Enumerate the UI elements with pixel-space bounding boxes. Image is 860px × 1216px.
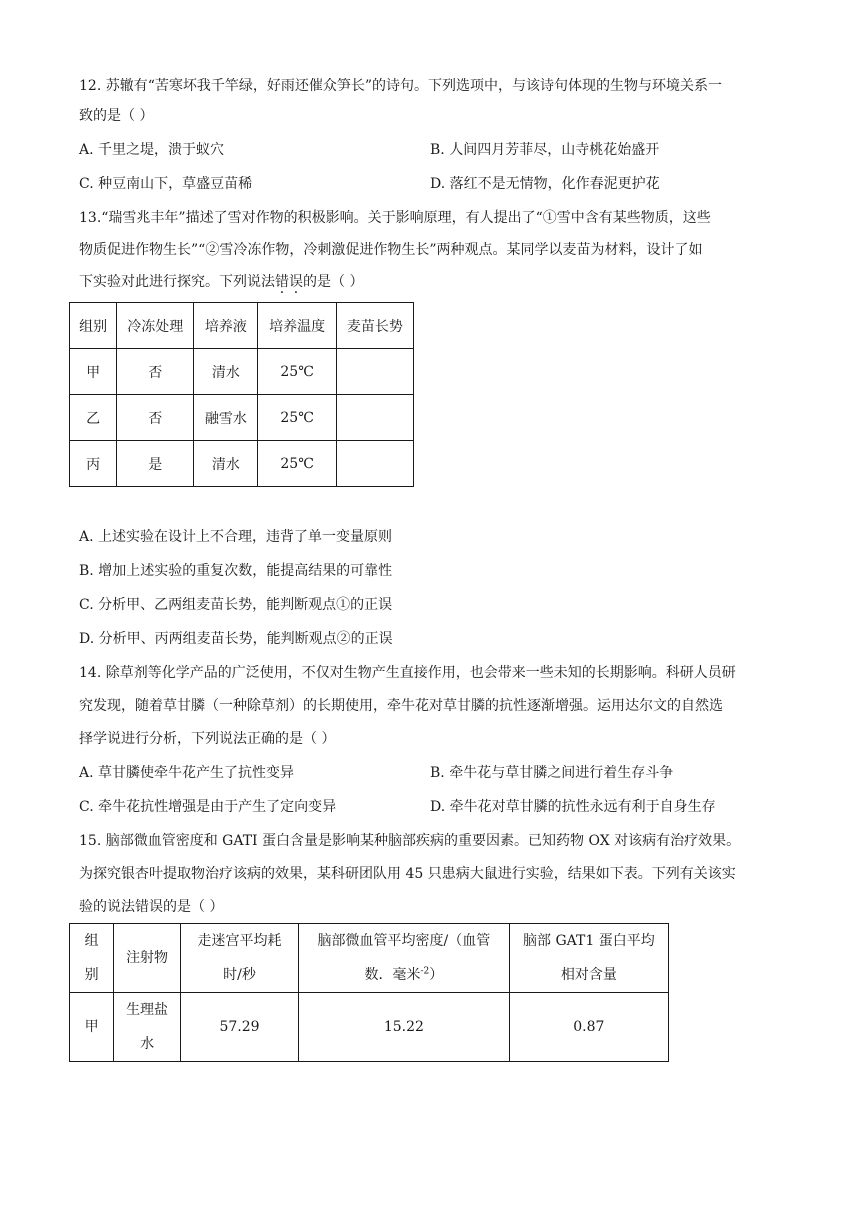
q13-table <box>69 302 414 487</box>
table-cell <box>336 395 413 441</box>
table-cell: 15.22 <box>299 993 510 1062</box>
q15-table <box>69 923 669 1062</box>
q13-option-b: B. 增加上述实验的重复次数，能提高结果的可靠性 <box>79 563 393 579</box>
table-cell-text: 水 <box>140 1036 155 1052</box>
q13-stem-line2: 物质促进作物生长”“②雪冷冻作物，冷刺激促进作物生长”两种观点。某同学以麦苗为材料，设计了如 <box>79 242 703 258</box>
table-row <box>70 441 414 487</box>
table-cell <box>336 349 413 395</box>
table-header-text: 别 <box>84 967 99 983</box>
q14-option-d: D. 牵牛花对草甘膦的抗性永远有利于自身生存 <box>430 799 716 815</box>
q15-stem-line1: 15. 脑部微血管密度和 GATI 蛋白含量是影响某种脑部疾病的重要因素。已知药物 OX 对该病有治疗效果。 <box>79 833 741 849</box>
table-cell: 融雪水 <box>194 395 258 441</box>
superscript: -2 <box>420 966 430 977</box>
table-header: 培养温度 <box>258 303 336 349</box>
q13-stem-line1: 13.“瑞雪兆丰年”描述了雪对作物的积极影响。关于影响原理，有人提出了“①雪中含有某些物质，这些 <box>79 210 711 226</box>
table-header: 麦苗长势 <box>336 303 413 349</box>
table-header-text: 组 <box>84 933 99 949</box>
q12-option-b: B. 人间四月芳菲尽，山寺桃花始盛开 <box>430 142 660 158</box>
table-cell-text: 生理盐 <box>126 1002 169 1018</box>
q12-option-d: D. 落红不是无情物，化作春泥更护花 <box>430 176 660 192</box>
table-cell: 清水 <box>194 441 258 487</box>
q12-option-c: C. 种豆南山下，草盛豆苗稀 <box>79 176 253 192</box>
table-cell: 丙 <box>70 441 117 487</box>
emphasis-char: 误 <box>289 274 303 290</box>
table-cell: 清水 <box>194 349 258 395</box>
table-header-text: 脑部微血管平均密度/（血管 <box>317 933 491 949</box>
q12-stem-line1: 12. 苏辙有“苦寒坏我千竿绿，好雨还催众笋长”的诗句。下列选项中，与该诗句体现的生物与环境关系一 <box>79 78 723 94</box>
q12-option-a: A. 千里之堤，溃于蚁穴 <box>79 142 225 158</box>
table-cell: 25℃ <box>258 441 336 487</box>
q13-option-c: C. 分析甲、乙两组麦苗长势，能判断观点①的正误 <box>79 597 393 613</box>
table-cell: 甲 <box>70 993 114 1062</box>
table-cell: 否 <box>117 395 194 441</box>
table-cell <box>114 993 181 1062</box>
q15-stem-line3: 验的说法错误的是（ ） <box>79 899 224 915</box>
q14-option-b: B. 牵牛花与草甘膦之间进行着生存斗争 <box>430 765 674 781</box>
q14-stem-line2: 究发现，随着草甘膦（一种除草剂）的长期使用，牵牛花对草甘膦的抗性逐渐增强。运用达尔文的自然选 <box>79 698 723 714</box>
q13-option-d: D. 分析甲、丙两组麦苗长势，能判断观点②的正误 <box>79 631 393 647</box>
table-cell: 乙 <box>70 395 117 441</box>
emphasis-char: 错 <box>275 274 289 290</box>
table-header-text: ） <box>429 967 444 983</box>
table-cell: 甲 <box>70 349 117 395</box>
table-cell: 0.87 <box>509 993 668 1062</box>
q14-stem-line3: 择学说进行分析，下列说法正确的是（ ） <box>79 731 336 747</box>
table-row <box>70 349 414 395</box>
table-header <box>180 924 298 993</box>
table-header <box>70 924 114 993</box>
q12-stem-line2: 致的是（ ） <box>79 108 154 124</box>
table-header: 冷冻处理 <box>117 303 194 349</box>
q14-stem-line1: 14. 除草剂等化学产品的广泛使用，不仅对生物产生直接作用，也会带来一些未知的长期影响。科研人员研 <box>79 665 736 681</box>
table-row <box>70 993 669 1062</box>
q13-option-a: A. 上述实验在设计上不合理，违背了单一变量原则 <box>79 529 393 545</box>
table-row <box>70 395 414 441</box>
q13-stem-line3-text: 下实验对此进行探究。下列说法 <box>79 274 275 290</box>
table-cell: 57.29 <box>180 993 298 1062</box>
table-header-text: 数．毫米 <box>364 967 421 983</box>
table-header-text: 相对含量 <box>560 967 617 983</box>
table-header <box>299 924 510 993</box>
table-header-text <box>303 958 505 992</box>
table-cell: 是 <box>117 441 194 487</box>
table-header-row <box>70 924 669 993</box>
q13-stem-line3 <box>79 272 363 292</box>
table-header-text: 脑部 GAT1 蛋白平均 <box>523 933 655 949</box>
q14-option-c: C. 牵牛花抗性增强是由于产生了定向变异 <box>79 799 337 815</box>
table-header: 培养液 <box>194 303 258 349</box>
q13-stem-line3-end: 的是（ ） <box>303 274 364 290</box>
table-header: 注射物 <box>114 924 181 993</box>
table-cell: 25℃ <box>258 349 336 395</box>
table-header-text: 时/秒 <box>223 967 256 983</box>
table-header <box>509 924 668 993</box>
table-header-text: 走迷宫平均耗 <box>197 933 282 949</box>
table-cell: 25℃ <box>258 395 336 441</box>
q14-option-a: A. 草甘膦使牵牛花产生了抗性变异 <box>79 765 295 781</box>
q15-stem-line2: 为探究银杏叶提取物治疗该病的效果，某科研团队用 45 只患病大鼠进行实验，结果如下表。下列有关该实 <box>79 866 736 882</box>
table-cell <box>336 441 413 487</box>
table-cell: 否 <box>117 349 194 395</box>
table-header-row <box>70 303 414 349</box>
table-header: 组别 <box>70 303 117 349</box>
